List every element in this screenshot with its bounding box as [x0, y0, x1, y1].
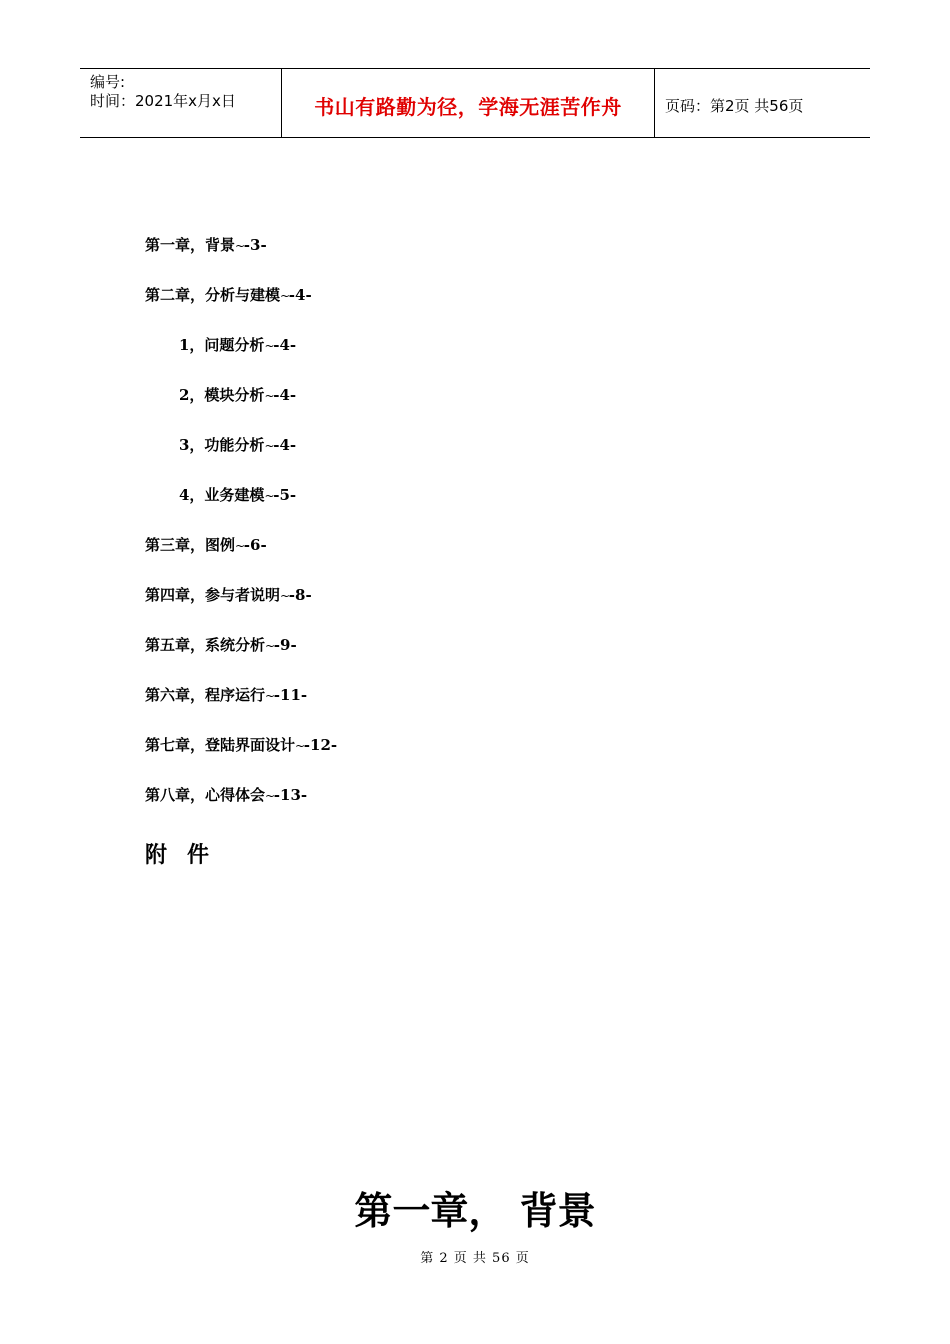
toc-entry-leader: ~ [295, 739, 304, 753]
toc-entry-leader: ~ [264, 389, 274, 403]
toc-entry[interactable] [145, 678, 805, 728]
toc-entry-leader: ~ [280, 289, 289, 303]
toc-entry-page: -4- [273, 386, 297, 404]
toc-entry-page: -4- [273, 436, 297, 454]
toc-entry[interactable] [145, 478, 805, 528]
toc-entry-label: 3，功能分析 [179, 436, 265, 454]
header-left-cell [80, 69, 282, 137]
toc-entry-leader: ~ [280, 589, 289, 603]
header-page-indicator: 页码：第2页 共56页 [665, 96, 804, 115]
toc-entry-label: 第七章，登陆界面设计 [145, 736, 296, 754]
toc-entry-label: 第四章，参与者说明 [145, 586, 281, 604]
toc-entry-label: 1，问题分析 [179, 336, 265, 354]
toc-entry-leader: ~ [264, 439, 274, 453]
toc-entry-label: 第三章，图例 [145, 536, 236, 554]
toc-entry-leader: ~ [265, 789, 274, 803]
chapter-title: 第一章， 背景 [354, 1188, 596, 1233]
attachment-heading: 附件 [145, 843, 230, 868]
toc-entry-leader: ~ [264, 339, 274, 353]
toc-entry-label: 第五章，系统分析 [145, 636, 266, 654]
document-date-label: 时间：2021年x月x日 [90, 92, 236, 110]
toc-entry-page: -13- [273, 786, 308, 804]
toc-entry-label: 第八章，心得体会 [145, 786, 266, 804]
toc-entry[interactable] [145, 778, 805, 828]
page-header [80, 68, 870, 138]
toc-entry[interactable] [145, 728, 805, 778]
toc-entry-page: -4- [288, 286, 312, 304]
toc-entry-label: 4，业务建模 [179, 486, 265, 504]
toc-entry-leader: ~ [265, 689, 274, 703]
toc-entry[interactable] [145, 578, 805, 628]
toc-entry[interactable] [145, 228, 805, 278]
toc-entry-label: 第一章，背景 [145, 236, 236, 254]
toc-entry[interactable] [145, 528, 805, 578]
toc-entry-page: -6- [243, 536, 267, 554]
toc-entry-page: -4- [273, 336, 297, 354]
toc-entry[interactable] [145, 278, 805, 328]
toc-entry[interactable] [145, 628, 805, 678]
toc-entry[interactable] [145, 328, 805, 378]
toc-entry-leader: ~ [264, 489, 274, 503]
toc-entry-page: -5- [273, 486, 297, 504]
toc-entry-page: -8- [288, 586, 312, 604]
toc-entry-leader: ~ [265, 639, 274, 653]
document-number-label: 编号: [90, 73, 126, 91]
table-of-contents [145, 228, 805, 828]
toc-entry-page: -9- [273, 636, 297, 654]
toc-entry-leader: ~ [235, 239, 244, 253]
toc-entry-label: 第二章，分析与建模 [145, 286, 281, 304]
toc-entry[interactable] [145, 428, 805, 478]
toc-entry-page: -11- [273, 686, 308, 704]
header-motto: 书山有路勤为径，学海无涯苦作舟 [282, 69, 655, 137]
toc-entry-page: -3- [243, 236, 267, 254]
toc-entry-page: -12- [303, 736, 338, 754]
toc-entry-label: 第六章，程序运行 [145, 686, 266, 704]
toc-entry[interactable] [145, 378, 805, 428]
toc-entry-label: 2，模块分析 [179, 386, 265, 404]
toc-entry-leader: ~ [235, 539, 244, 553]
page-footer: 第 2 页 共 56 页 [420, 1251, 530, 1266]
